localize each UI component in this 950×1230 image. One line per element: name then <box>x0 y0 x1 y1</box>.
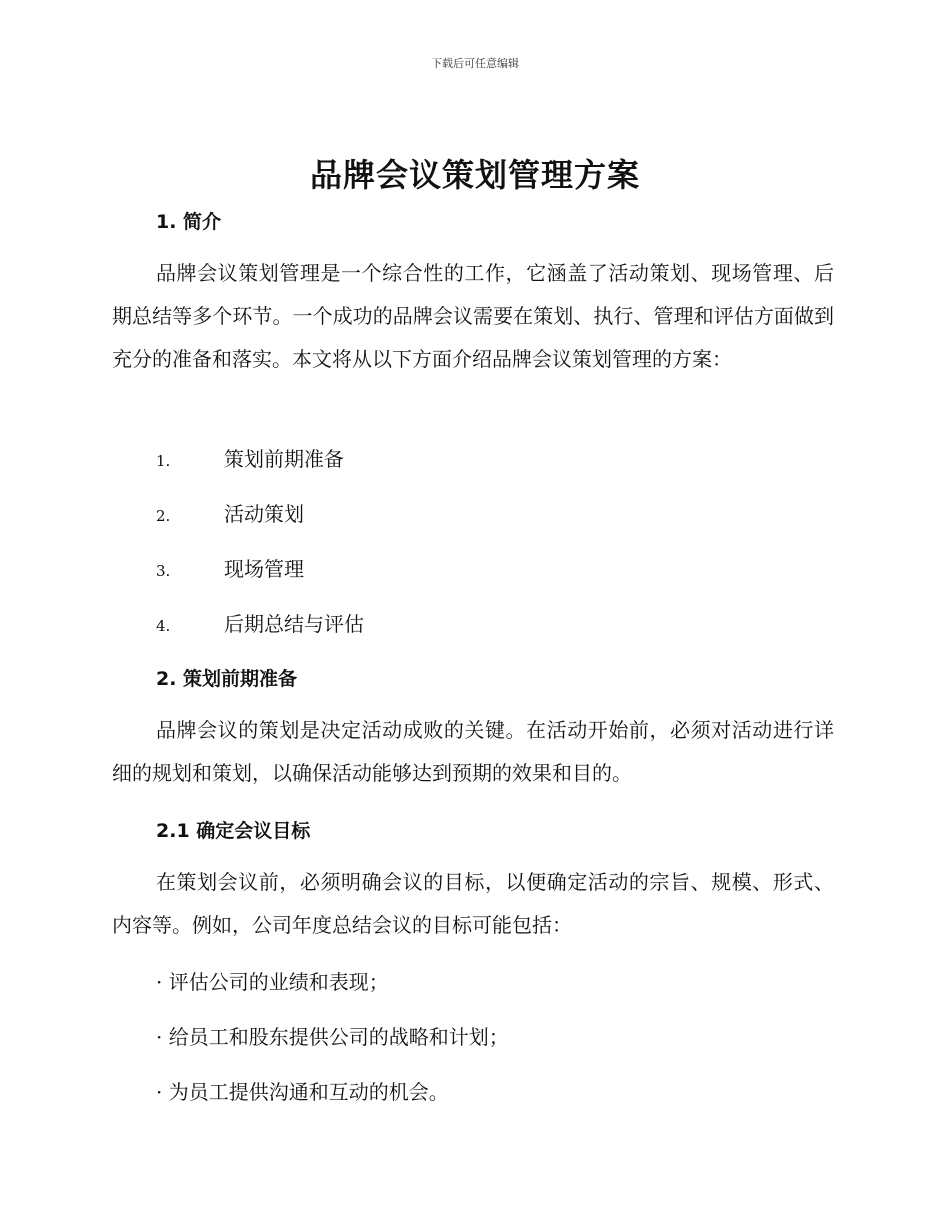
list-item-number: 2. <box>156 507 171 525</box>
section-heading-intro: 1. 简介 <box>156 211 222 233</box>
document-title: 品牌会议策划管理方案 <box>309 156 640 194</box>
bullet-item: · 评估公司的业绩和表现； <box>156 970 389 994</box>
intro-paragraph: 品牌会议策划管理是一个综合性的工作，它涵盖了活动策划、现场管理、后期总结等多个环节。一个成功的品牌会议需要在策划、执行、管理和评估方面做到充分的准备和落实。本文将从以下方面介绍品牌会议策划管理的方案： <box>112 261 834 371</box>
section-heading-prep: 2. 策划前期准备 <box>156 668 298 690</box>
list-item <box>156 608 364 637</box>
page-header-note: 下载后可任意编辑 <box>431 57 519 70</box>
bullet-item: · 为员工提供沟通和互动的机会。 <box>156 1080 449 1104</box>
list-item <box>156 498 304 527</box>
list-item-text: 后期总结与评估 <box>224 612 364 636</box>
goals-paragraph: 在策划会议前，必须明确会议的目标，以便确定活动的宗旨、规模、形式、内容等。例如，公司年度总结会议的目标可能包括： <box>112 870 834 937</box>
list-item-text: 现场管理 <box>224 557 304 581</box>
list-item-text: 策划前期准备 <box>224 447 344 471</box>
list-item <box>156 443 344 472</box>
bullet-item: · 给员工和股东提供公司的战略和计划； <box>156 1025 509 1049</box>
list-item <box>156 553 304 582</box>
section-heading-goals: 2.1 确定会议目标 <box>156 820 311 842</box>
list-item-number: 3. <box>156 562 171 580</box>
list-item-text: 活动策划 <box>224 502 304 526</box>
list-item-number: 1. <box>156 452 171 470</box>
list-item-number: 4. <box>156 617 171 635</box>
prep-paragraph: 品牌会议的策划是决定活动成败的关键。在活动开始前，必须对活动进行详细的规划和策划，以确保活动能够达到预期的效果和目的。 <box>112 718 834 785</box>
